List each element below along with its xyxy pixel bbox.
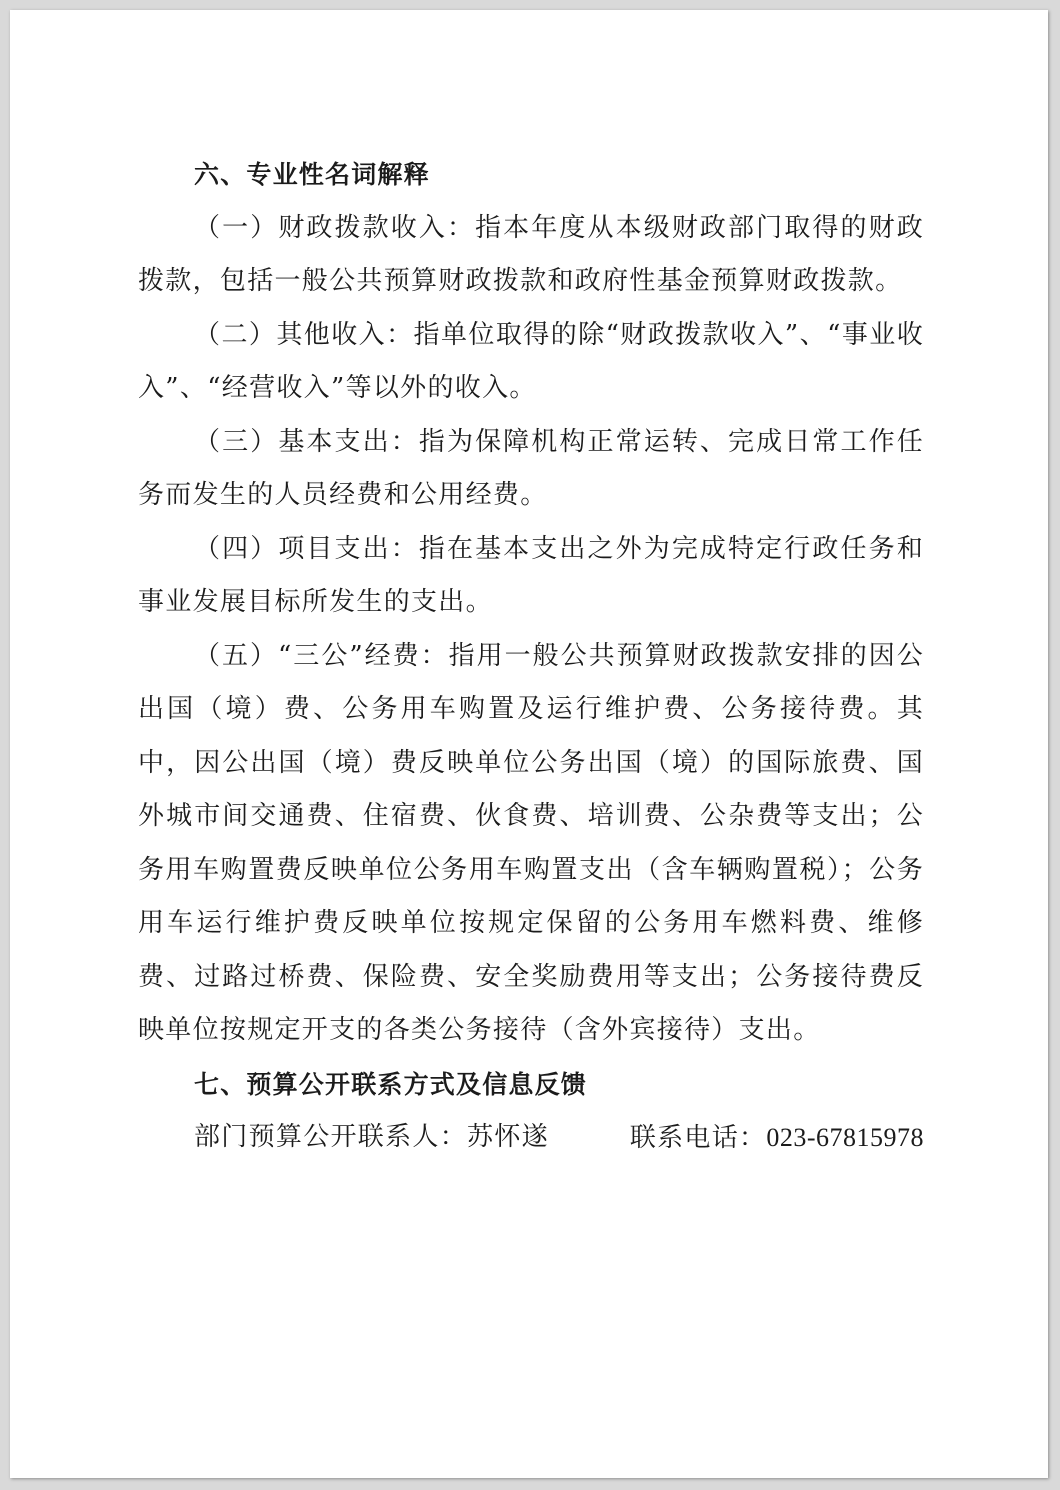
document-body — [138, 148, 924, 1166]
section-6-heading: 六、专业性名词解释 — [194, 160, 430, 189]
contact-person-group — [194, 1111, 549, 1166]
contact-phone-number: 023-67815978 — [766, 1123, 924, 1152]
paragraph-other-income: （二）其他收入：指单位取得的除“财政拨款收入”、“事业收入”、“经营收入”等以外的收入。 — [138, 319, 924, 403]
contact-line — [138, 1111, 924, 1166]
paragraph-basic-expenditure: （三）基本支出：指为保障机构正常运转、完成日常工作任务而发生的人员经费和公用经费。 — [138, 426, 924, 510]
contact-person-name: 苏怀遂 — [467, 1122, 549, 1152]
paragraph-project-expenditure: （四）项目支出：指在基本支出之外为完成特定行政任务和事业发展目标所发生的支出。 — [138, 533, 924, 617]
document-page — [10, 10, 1048, 1478]
contact-phone-label: 联系电话： — [629, 1123, 767, 1153]
contact-person-label: 部门预算公开联系人： — [194, 1122, 468, 1152]
section-7-heading: 七、预算公开联系方式及信息反馈 — [194, 1069, 588, 1099]
paragraph-fiscal-appropriation-income: （一）财政拨款收入：指本年度从本级财政部门取得的财政拨款，包括一般公共预算财政拨款和政府性基金预算财政拨款。 — [138, 212, 924, 296]
contact-phone-group — [630, 1111, 924, 1166]
paragraph-three-public-expenses: （五）“三公”经费：指用一般公共预算财政拨款安排的因公出国（境）费、公务用车购置及运行维护费、公务接待费。其中，因公出国（境）费反映单位公务出国（境）的国际旅费、国外城市间交通费、住宿费、伙食费、培训费、公杂费等支出；公务用车购置费反映单位公务用车购置支出（含车辆购置税）；公务用车运行维护费反映单位按规定保留的公务用车燃料费、维修费、过路过桥费、保险费、安全奖励费用等支出；公务接待费反映单位按规定开支的各类公务接待（含外宾接待）支出。 — [138, 640, 924, 1045]
